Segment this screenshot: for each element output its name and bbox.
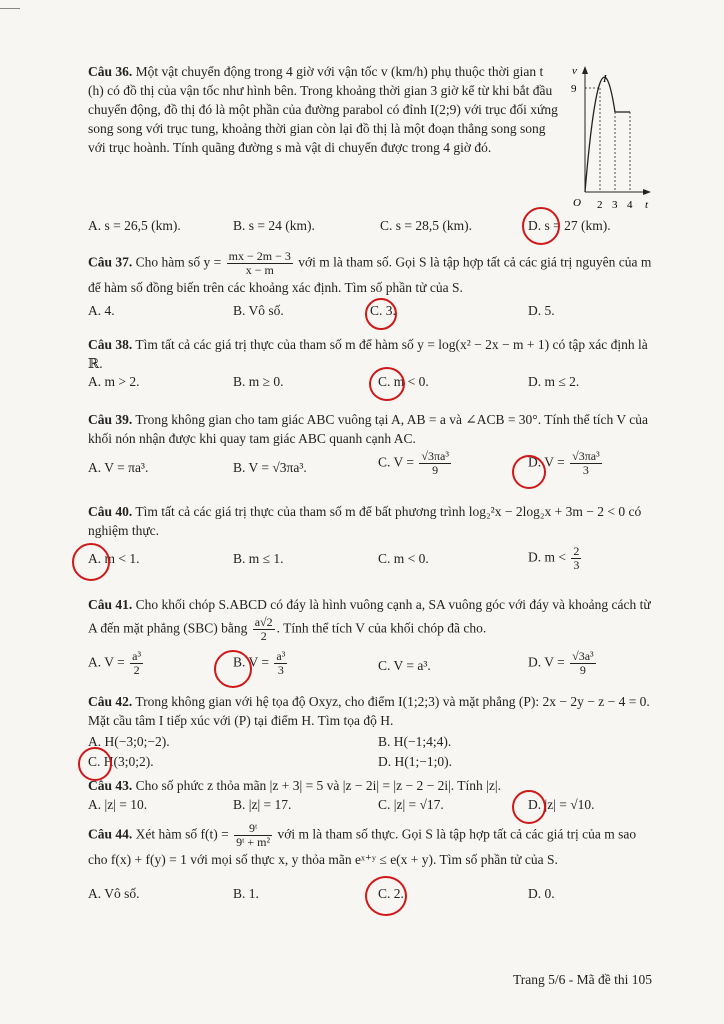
fraction-num: √3πa³ <box>421 449 449 463</box>
answer-circle-43 <box>512 790 546 824</box>
question-label: Câu 37. <box>88 254 133 270</box>
q41-options <box>88 650 648 686</box>
question-text-post: . Tính thể tích V của khối chóp đã cho. <box>276 620 487 636</box>
q42-option-b: B. H(−1;4;4). <box>378 734 452 749</box>
question-post: với m là tham số. Gọi S là tập hợp tất cả các giá trị nguyên của m để hàm số đồng biến trên các khoảng xác định. Tìm số phần tử của S. <box>88 254 652 295</box>
answer-circle-41 <box>214 650 252 688</box>
question-37 <box>88 250 658 299</box>
answer-circle-40 <box>72 543 110 581</box>
q37-option-c: C. 3. <box>370 303 396 318</box>
q39-option-b: B. V = √3πa³. <box>233 460 307 475</box>
q41-option-d <box>528 650 598 677</box>
fraction <box>570 450 602 477</box>
q42-option-c: C. H(3;0;2). <box>88 754 154 769</box>
t-label: t <box>645 199 649 211</box>
question-36 <box>88 62 558 157</box>
q43-option-d: D. |z| = √10. <box>528 797 595 812</box>
q38-option-c: C. m < 0. <box>378 374 429 389</box>
answer-circle-39 <box>512 455 546 489</box>
q40-options <box>88 545 648 581</box>
fraction <box>274 650 287 677</box>
answer-circle-37 <box>365 298 397 330</box>
q40-option-c: C. m < 0. <box>378 551 429 566</box>
fraction-num: mx − 2m − 3 <box>228 249 291 263</box>
q36-option-b: B. s = 24 (km). <box>233 218 315 233</box>
x-tick-3: 3 <box>612 199 618 211</box>
fraction-den: 3 <box>582 463 589 477</box>
fraction-num: 9ᵗ <box>234 822 272 836</box>
q38-option-a: A. m > 2. <box>88 374 140 389</box>
question-41 <box>88 594 658 643</box>
q43-option-c: C. |z| = √17. <box>378 797 444 812</box>
x-tick-2: 2 <box>597 199 603 211</box>
page-edge-line <box>0 8 20 9</box>
fraction-num: a³ <box>132 649 142 663</box>
q40-option-d <box>528 545 583 572</box>
option-pre: D. m < <box>528 549 566 565</box>
q36-option-c: C. s = 28,5 (km). <box>380 218 472 233</box>
fraction-den: 9 <box>432 463 439 477</box>
question-label: Câu 44. <box>88 826 133 842</box>
q39-option-a: A. V = πa³. <box>88 460 149 475</box>
q39-options <box>88 450 648 490</box>
q36-option-d: D. s = 27 (km). <box>528 218 611 233</box>
origin-label: O <box>573 197 581 209</box>
v-arrow <box>582 66 588 74</box>
question-label: Câu 36. <box>88 64 133 79</box>
fraction <box>234 822 272 849</box>
q44-option-a: A. Vô số. <box>88 886 140 901</box>
fraction-den: 2 <box>260 629 267 643</box>
fraction-num: a³ <box>276 649 286 663</box>
question-post: với m là tham số thực. Gọi S là tập hợp tất cả các giá trị của m sao cho f(x) + f(y) = 1 với mọi số thực x, y thỏa mãn eˣ⁺ʸ ≤ e(x + y). Tìm số phần tử của S. <box>88 826 637 867</box>
question-39 <box>88 410 658 448</box>
question-label: Câu 43. <box>88 778 133 793</box>
option-pre: C. V = <box>378 454 415 470</box>
question-text: Tìm tất cả các giá trị thực của tham số m để hàm số y = log(x² − 2x − m + 1) có tập xác định là ℝ. <box>88 337 648 371</box>
fraction <box>130 650 143 677</box>
fraction-den: x − m <box>245 263 274 277</box>
fraction-den: 3 <box>573 558 580 572</box>
velocity-graph <box>563 62 653 212</box>
q37-option-d: D. 5. <box>528 303 555 318</box>
question-label: Câu 42. <box>88 694 133 709</box>
peak-label: I <box>603 73 607 85</box>
question-42 <box>88 692 658 730</box>
question-40 <box>88 502 658 540</box>
fraction-den: 9 <box>579 663 586 677</box>
fraction-num: a√2 <box>254 615 273 629</box>
fraction <box>419 450 451 477</box>
answer-circle-44 <box>365 876 407 916</box>
option-pre: A. V = <box>88 654 125 670</box>
question-label: Câu 40. <box>88 504 133 519</box>
question-text: Trong không gian cho tam giác ABC vuông tại A, AB = a và ∠ACB = 30°. Tính thể tích V của khối nón nhận được khi quay tam giác ABC quanh cạnh AC. <box>88 412 648 446</box>
v-label: v <box>572 65 577 77</box>
fraction <box>227 250 293 277</box>
option-pre: B. V = <box>233 654 270 670</box>
question-text: Tìm tất cả các giá trị thực của tham số m để bất phương trình log₂²x − 2log₂x + 3m − 2 < 0 có nghiệm thực. <box>88 504 642 538</box>
fraction <box>570 650 596 677</box>
question-text: Trong không gian với hệ tọa độ Oxyz, cho điểm I(1;2;3) và mặt phẳng (P): 2x − 2y − z − 4 = 0. Mặt cầu tâm I tiếp xúc với (P) tại điểm H. Tìm tọa độ H. <box>88 694 650 728</box>
q44-option-d: D. 0. <box>528 886 555 901</box>
q41-option-a <box>88 650 145 677</box>
page-footer: Trang 5/6 - Mã đề thi 105 <box>513 972 652 987</box>
question-38 <box>88 335 658 373</box>
fraction-num: √3πa³ <box>572 449 600 463</box>
fraction-den: 3 <box>277 663 284 677</box>
q40-option-b: B. m ≤ 1. <box>233 551 284 566</box>
question-label: Câu 39. <box>88 412 133 427</box>
question-text: Một vật chuyển động trong 4 giờ với vận tốc v (km/h) phụ thuộc thời gian t (h) có đồ thị của vận tốc như hình bên. Trong khoảng thời gian 3 giờ kể từ khi bắt đầu chuyển động, đồ thị đó là một phần của đường parabol có đỉnh I(2;9) với trục đối xứng song song với trục tung, khoảng thời gian còn lại đồ thị là một đoạn thẳng song song với trục hoành. Tính quãng đường s mà vật di chuyển được trong 4 giờ đó. <box>88 64 558 155</box>
fraction <box>253 616 275 643</box>
t-arrow <box>643 189 651 195</box>
q38-option-d: D. m ≤ 2. <box>528 374 580 389</box>
q42-option-a: A. H(−3;0;−2). <box>88 734 170 749</box>
question-pre: Cho hàm số y = <box>135 254 222 270</box>
fraction-num: √3a³ <box>572 649 594 663</box>
option-pre: D. V = <box>528 654 565 670</box>
q39-option-c <box>378 450 453 477</box>
fraction <box>571 545 581 572</box>
fraction-den: 9ᵗ + m² <box>236 835 271 849</box>
q37-option-b: B. Vô số. <box>233 303 284 318</box>
q44-option-c: C. 2. <box>378 886 404 901</box>
question-44 <box>88 822 658 871</box>
q43-option-b: B. |z| = 17. <box>233 797 292 812</box>
question-43 <box>88 776 658 795</box>
q41-option-c: C. V = a³. <box>378 658 431 673</box>
question-label: Câu 41. <box>88 597 133 612</box>
option-pre: D. V = <box>528 454 565 470</box>
y-tick-9: 9 <box>571 83 577 95</box>
fraction-den: 2 <box>133 663 140 677</box>
q42-options <box>88 734 648 774</box>
parabola-curve <box>585 77 615 192</box>
question-text-pre: Cho khối chóp S.ABCD có đáy là hình vuông cạnh a, SA vuông góc với đáy và khoảng cách từ A đến mặt phẳng (SBC) bằng <box>88 597 651 636</box>
q38-option-b: B. m ≥ 0. <box>233 374 284 389</box>
question-pre: Xét hàm số f(t) = <box>135 826 229 842</box>
q43-option-a: A. |z| = 10. <box>88 797 148 812</box>
question-text: Cho số phức z thỏa mãn |z + 3| = 5 và |z − 2i| = |z − 2 − 2i|. Tính |z|. <box>135 778 501 793</box>
answer-circle-36 <box>522 207 560 245</box>
q36-option-a: A. s = 26,5 (km). <box>88 218 181 233</box>
q42-option-d: D. H(1;−1;0). <box>378 754 452 769</box>
question-label: Câu 38. <box>88 337 133 352</box>
answer-circle-38 <box>369 367 405 401</box>
q40-option-a: A. m < 1. <box>88 551 140 566</box>
fraction-num: 2 <box>573 544 580 558</box>
q44-option-b: B. 1. <box>233 886 259 901</box>
q37-option-a: A. 4. <box>88 303 115 318</box>
x-tick-4: 4 <box>627 199 633 211</box>
